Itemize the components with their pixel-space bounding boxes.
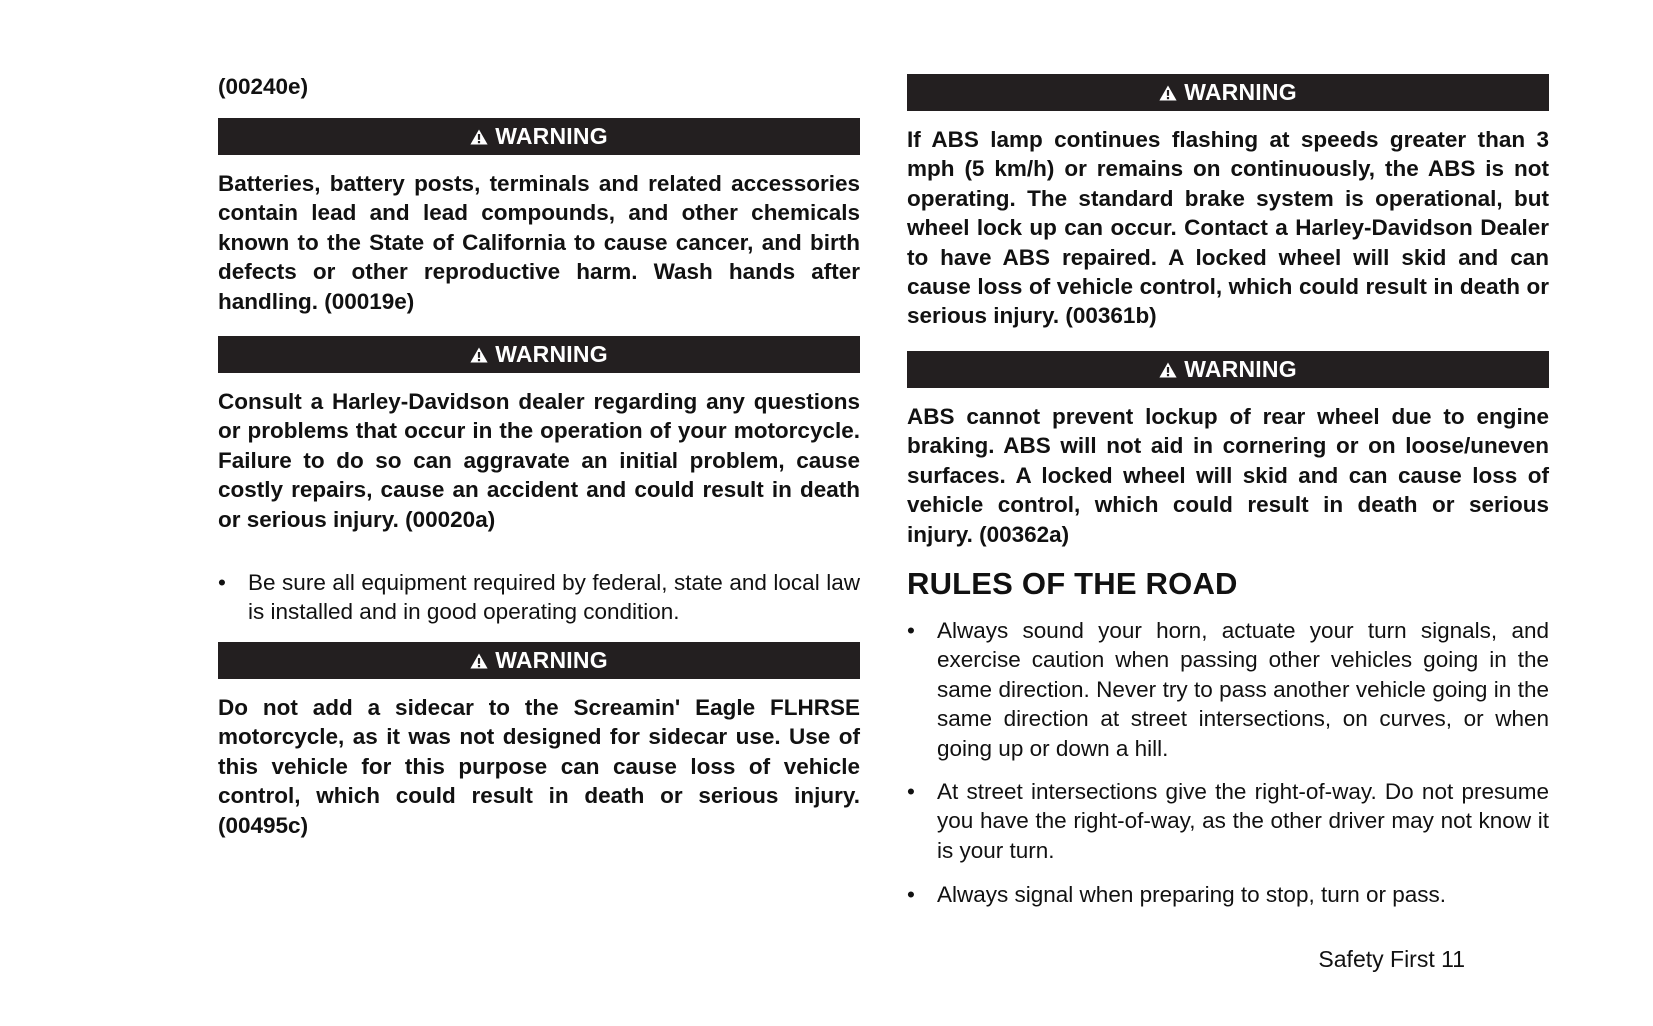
warning-header — [218, 336, 860, 373]
list-item-text: Always sound your horn, actuate your turn signals, and exercise caution when passing other vehicles going in the same direction. Never try to pass another vehicle going in the same direction at street intersections, on curves, or when going up or down a hill. — [937, 618, 1549, 761]
warning-triangle-icon — [1159, 85, 1177, 101]
list-item-text: Be sure all equipment required by federal, state and local law is installed and in good operating condition. — [248, 570, 860, 625]
warning-triangle-icon — [470, 653, 488, 669]
warning-label: WARNING — [1184, 79, 1297, 105]
warning-text: Batteries, battery posts, terminals and related accessories contain lead and lead compounds, and other chemicals known to the State of California to cause cancer, and birth defects or other reproductive harm. Wash hands after handling. (00019e) — [218, 171, 860, 314]
list-item — [218, 568, 860, 627]
warning-header — [218, 642, 860, 679]
bullet-icon: • — [218, 570, 226, 595]
warning-header — [218, 118, 860, 155]
list-item-text: At street intersections give the right-of-way. Do not presume you have the right-of-way, as the other driver may not know it is your turn. — [937, 779, 1549, 863]
warning-triangle-icon — [1159, 362, 1177, 378]
warning-header — [907, 74, 1549, 111]
warning-text: If ABS lamp continues flashing at speeds greater than 3 mph (5 km/h) or remains on continuously, the ABS is not operating. The standard brake system is operational, but wheel lock up can occur. Contact a Harley-Davidson Dealer to have ABS repaired. A locked wheel will skid and can cause loss of vehicle control, which could result in death or serious injury. (00361b) — [907, 127, 1549, 329]
list-item-text: Always signal when preparing to stop, turn or pass. — [937, 882, 1447, 907]
warning-label: WARNING — [495, 647, 608, 673]
reference-code: (00240e) — [218, 74, 309, 99]
page-footer: Safety First 11 — [1318, 946, 1465, 972]
bullet-icon: • — [907, 779, 915, 804]
section-title: RULES OF THE ROAD — [907, 566, 1238, 601]
warning-header — [907, 351, 1549, 388]
warning-triangle-icon — [470, 347, 488, 363]
warning-text: Consult a Harley-Davidson dealer regarding any questions or problems that occur in the operation of your motorcycle. Failure to do so can aggravate an initial problem, cause costly repairs, cause an accident and could result in death or serious injury. (00020a) — [218, 389, 860, 532]
warning-text: Do not add a sidecar to the Screamin' Eagle FLHRSE motorcycle, as it was not designed for sidecar use. Use of this vehicle for this purpose can cause loss of vehicle control, which could result in death or serious injury. (00495c) — [218, 695, 860, 838]
warning-label: WARNING — [495, 123, 608, 149]
bullet-icon: • — [907, 882, 915, 907]
list-item — [907, 880, 1549, 909]
warning-triangle-icon — [470, 129, 488, 145]
warning-text: ABS cannot prevent lockup of rear wheel due to engine braking. ABS will not aid in cornering or on loose/uneven surfaces. A locked wheel will skid and can cause loss of vehicle control, which could result in death or serious injury. (00362a) — [907, 404, 1549, 547]
warning-label: WARNING — [495, 341, 608, 367]
warning-label: WARNING — [1184, 356, 1297, 382]
list-item — [907, 777, 1549, 865]
bullet-icon: • — [907, 618, 915, 643]
list-item — [907, 616, 1549, 763]
